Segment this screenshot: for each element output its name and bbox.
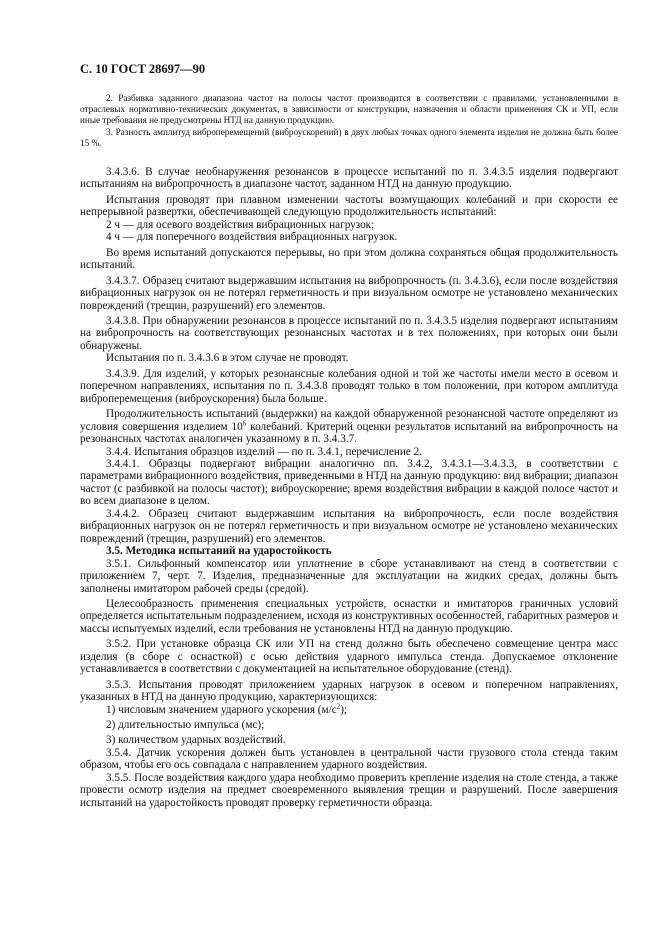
unit-exponent: 2 (336, 701, 341, 710)
section-heading-3-5: 3.5. Методика испытаний на ударостойкость (106, 545, 332, 558)
footnotes (80, 93, 618, 150)
note-3: 3. Разность амплитуд виброперемещений (виброускорений) в двух любых точках одного элемента изделия не должна быть более 15 %. (80, 127, 618, 148)
para-3-5-3: 3.5.3. Испытания проводят приложением ударных нагрузок в осевом и поперечном направлениях, указанных в НТД на данную продукцию, характеризующихся: (80, 678, 618, 704)
list-item-2: 2) длительностью импульса (мс); (106, 719, 265, 732)
para-3-5-4: 3.5.4. Датчик ускорения должен быть установлен в центральной части грузового стола стенда таким образом, чтобы его ось совпадала с направлением ударного воздействия. (80, 746, 618, 772)
para-duration (80, 408, 618, 445)
para-3-4-3-7: 3.4.3.7. Образец считают выдержавшим испытания на вибропрочность (п. 3.4.3.6), если после воздействия вибрационных нагрузок он не потерял герметичность и при визуальном осмотре не установлено механических повреждений (трещин, разрушений) его элементов. (80, 274, 618, 312)
list-item-1 (80, 701, 618, 716)
list-item-1-text: 1) числовым значением ударного ускорения (м/с (106, 703, 337, 716)
para-3-4-3-6: 3.4.3.6. В случае необнаружения резонансов в процессе испытаний по п. 3.4.3.5 изделия подвергают испытаниям на вибропрочность в диапазоне частот, заданном НТД на данную продукцию. (80, 166, 618, 191)
para-breaks: Во время испытаний допускаются перерывы, но при этом должна сохраняться общая продолжительность испытаний. (80, 246, 618, 272)
para-3-4-4-2: 3.4.4.2. Образец считают выдержавшим испытания на вибропрочность, если после воздействия вибрационных нагрузок он не потерял герметичность и при визуальном осмотре не установлено механических повреждений (трещин, разрушений) его элементов. (80, 507, 618, 545)
list-item-3: 3) количеством ударных воздействий. (106, 734, 286, 747)
para-test-conditions: Испытания проводят при плавном изменении частоты возмущающих колебаний и при скорости ее непрерывной развертки, обеспечивающей следующую продолжительность испытаний: (80, 193, 618, 219)
para-3-5-1: 3.5.1. Сильфонный компенсатор или уплотнение в сборе устанавливают на стенд в соответствии с приложением 7, черт. 7. Изделия, предназначенные для эксплуатации на жидких средах, должны быть заполнены имитатором рабочей среды (средой). (80, 557, 618, 595)
para-transverse-duration: 4 ч — для поперечного воздействия вибрационных нагрузок. (106, 231, 398, 244)
power-exponent: 6 (242, 418, 247, 427)
para-3-4-4-1: 3.4.4.1. Образцы подвергают вибрации аналогично пп. 3.4.2, 3.4.3.1—3.4.3.3, в соответствии с параметрами вибрационного воздействия, приведенными в НТД на данную продукцию: вид вибрации; диапазон частот (с разбивкой на полосы частот); виброускорение; время воздействия вибрации в каждой полосе частот и во всем диапазоне в целом. (80, 457, 618, 508)
para-axial-duration: 2 ч — для осевого воздействия вибрационных нагрузок; (106, 218, 375, 231)
para-3-4-3-8: 3.4.3.8. При обнаружении резонансов в процессе испытаний по п. 3.4.3.5 изделия подвергают испытаниям на вибропрочность на соответствующих резонансных частотах и в тех положениях, при которых они были обнаружены. (80, 314, 618, 352)
duration-text-b: колебаний. Критерий оценки результатов испытаний на вибропрочность на резонансных частотах аналогичен указанному в п. 3.4.3.7. (80, 420, 618, 446)
para-3-4-3-9: 3.4.3.9. Для изделий, у которых резонансные колебания одной и той же частоты имели место в осевом и поперечном направлениях, испытания по п. 3.4.3.8 проводят только в том положении, при котором амплитуда виброперемещения (виброускорения) была больше. (80, 367, 618, 405)
para-3-5-5: 3.5.5. После воздействия каждого удара необходимо проверить крепление изделия на столе стенда, а также провести осмотр изделия на предмет своевременного выявления трещин и разрушений. После завершения испытаний на ударостойкость проводят проверку герметичности образца. (80, 771, 618, 809)
duration-text-a: Продолжительность испытаний (выдержки) на каждой обнаруженной резонансной частоте определяют из условия совершения изделием 10 (80, 408, 618, 433)
list-item-1-end: ); (340, 703, 348, 716)
para-3-5-2: 3.5.2. При установке образца СК или УП на стенд должно быть обеспечено совмещение центра масс изделия (в сборе с оснасткой) с осью действия ударного импульса стенда. Допускаемое отклонение устанавливается в соответствии с документацией на испытательное оборудование (стенд). (80, 638, 618, 676)
page-header: С. 10 ГОСТ 28697—90 (80, 62, 206, 76)
para-feasibility: Целесообразность применения специальных устройств, оснастки и имитаторов граничных условий определяется испытательным подразделением, исходя из конструктивных особенностей, габаритных размеров и массы испытуемых изделий, если требования не установлены НТД на данную продукцию. (80, 597, 618, 635)
para-not-conducted: Испытания по п. 3.4.3.6 в этом случае не проводят. (106, 352, 349, 365)
note-2: 2. Разбивка заданного диапазона частот на полосы частот производится в соответствии с правилами, установленными в отраслевых нормативно-технических документах, в зависимости от конструкции, назначения и области применения СК и УП, если иные требования не предусмотрены НТД на данную продукцию. (80, 93, 618, 125)
main-text (80, 166, 618, 809)
para-3-4-4: 3.4.4. Испытания образцов изделий — по п. 3.4.1, перечисление 2. (106, 445, 422, 458)
